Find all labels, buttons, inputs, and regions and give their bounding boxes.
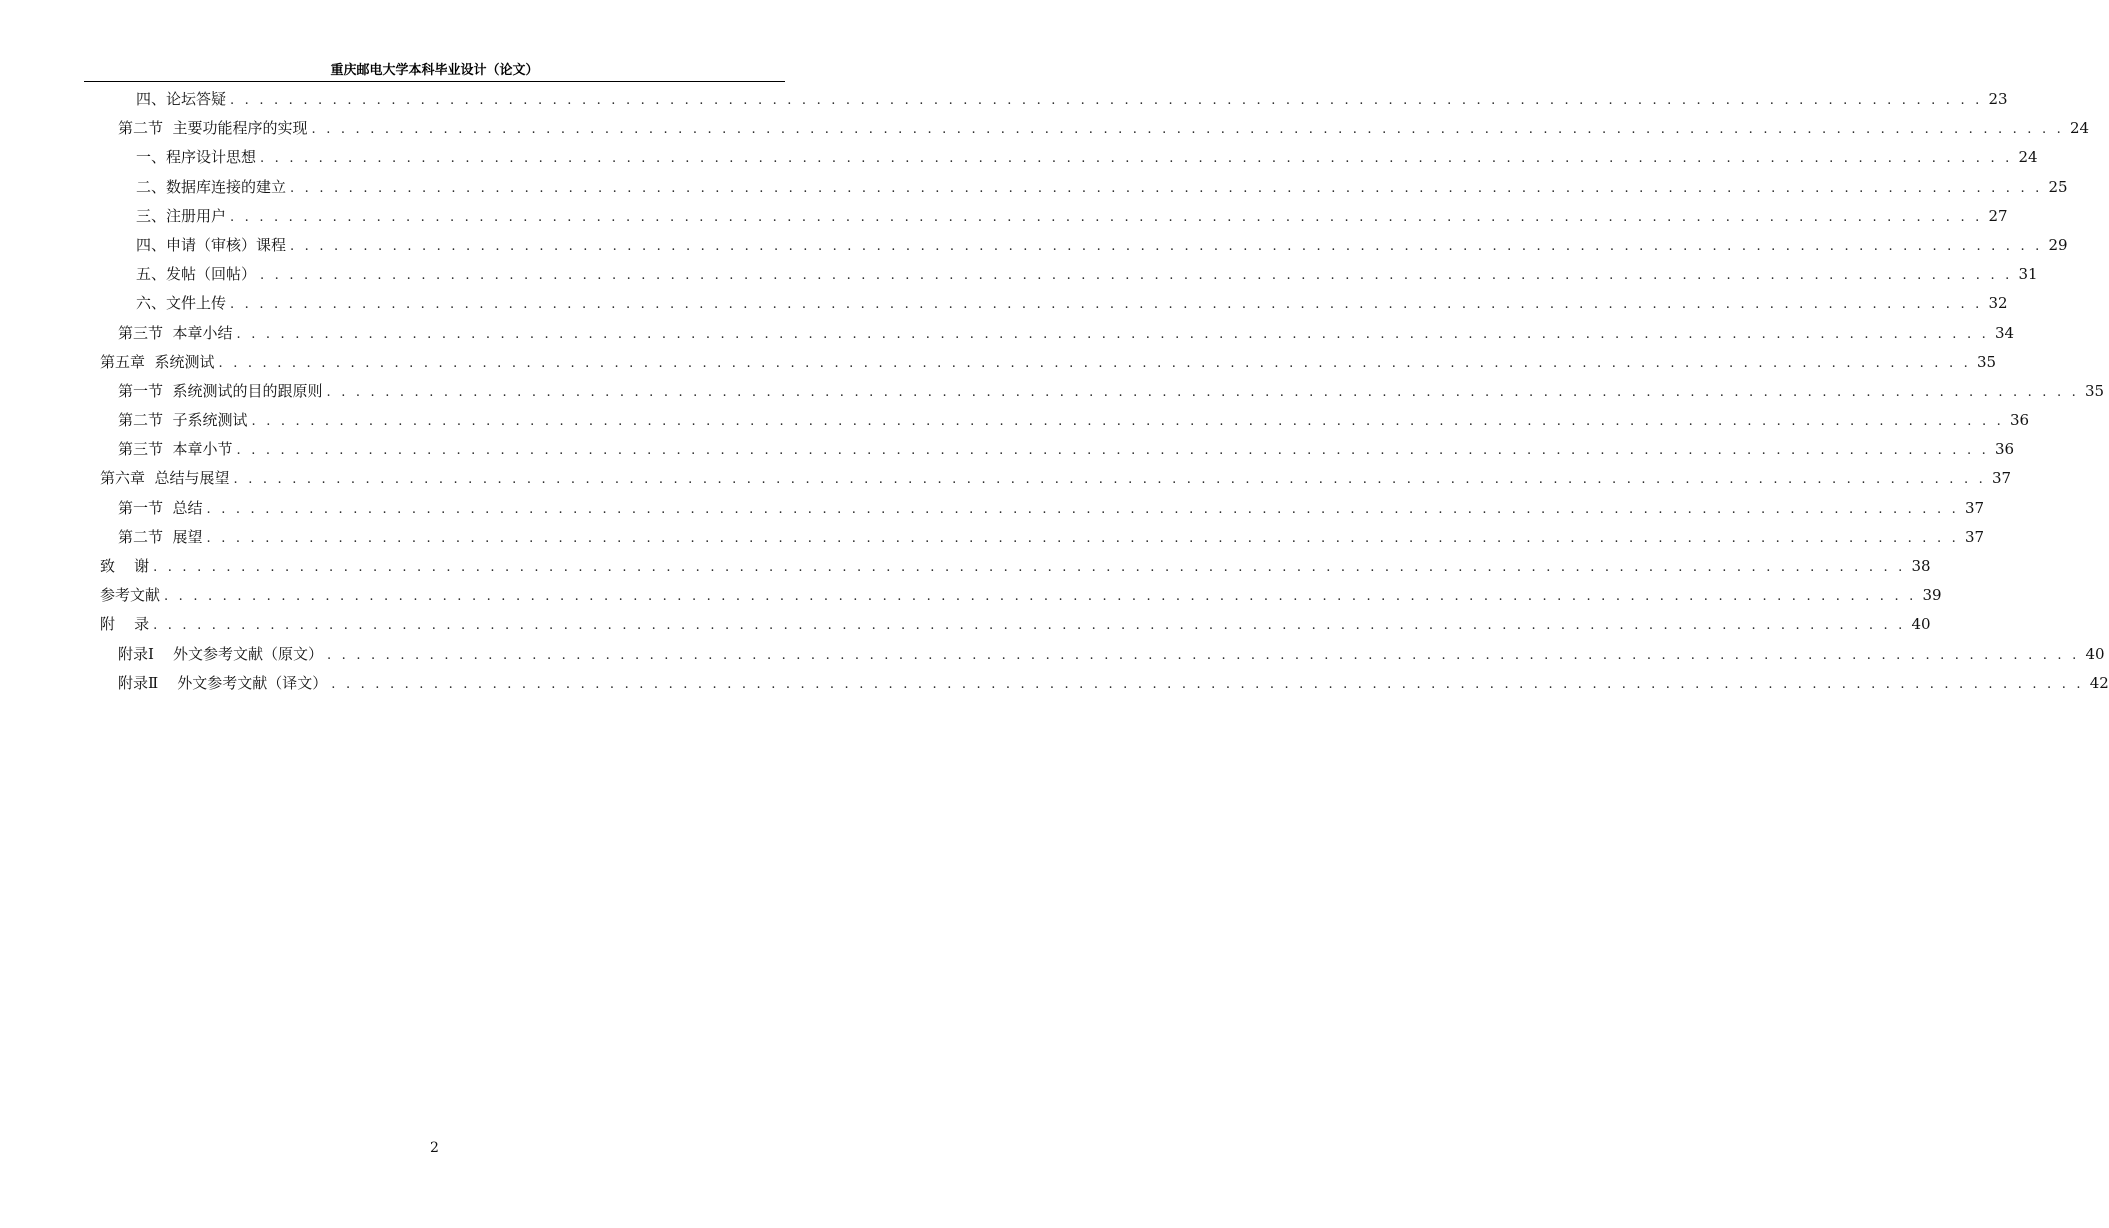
- toc-entry-label: 附录Ⅰ 外文参考文献（原文）: [118, 644, 323, 663]
- toc-dot-leader: . . . . . . . . . . . . . . . . . . . . . . . . . . . . . . . . . . . . . . . . . . . . . . . . . . . . . . . . . . . . . . . . . . . . . . . . . . . . . . . . . . . . . . . . . . . . . . . . . . . . . . . . . . . . . . . . . . . . . . . .: [218, 355, 1971, 371]
- page-number: 2: [430, 1140, 439, 1156]
- toc-entry-page: 37: [1991, 469, 2012, 488]
- toc-entry[interactable]: [100, 552, 1931, 581]
- toc-entry[interactable]: [100, 289, 2008, 318]
- toc-entry-page: 35: [1976, 352, 1997, 371]
- toc-entry-label: 第一节 系统测试的目的跟原则: [118, 381, 323, 400]
- toc-entry-label: 第五章 系统测试: [100, 352, 215, 371]
- toc-entry-label: 第六章 总结与展望: [100, 469, 230, 488]
- toc-entry[interactable]: [100, 260, 2038, 289]
- toc-entry-page: 34: [1994, 323, 2015, 342]
- toc-entry-page: 32: [1988, 294, 2008, 313]
- toc-entry-label: 第三节 本章小节: [118, 440, 233, 459]
- toc-entry[interactable]: [100, 494, 1985, 523]
- toc-entry-page: 42: [2089, 673, 2109, 692]
- toc-entry-label: 第二节 子系统测试: [118, 411, 248, 430]
- toc-entry-label: 参考文献: [100, 586, 161, 605]
- toc-dot-leader: . . . . . . . . . . . . . . . . . . . . . . . . . . . . . . . . . . . . . . . . . . . . . . . . . . . . . . . . . . . . . . . . . . . . . . . . . . . . . . . . . . . . . . . . . . . . . . . . . . . . . . . . . . . . . . . . . . . . . . . .: [230, 297, 1983, 313]
- table-of-contents: [100, 85, 2109, 698]
- toc-entry[interactable]: [100, 319, 2015, 348]
- toc-dot-leader: . . . . . . . . . . . . . . . . . . . . . . . . . . . . . . . . . . . . . . . . . . . . . . . . . . . . . . . . . . . . . . . . . . . . . . . . . . . . . . . . . . . . . . . . . . . . . . . . . . . . . . . . . . . . . . . . . . . . . . . .: [230, 209, 1983, 225]
- toc-entry-label: 一、程序设计思想: [136, 148, 257, 167]
- toc-entry[interactable]: [100, 669, 2109, 698]
- toc-entry-label: 四、申请（审核）课程: [136, 235, 287, 254]
- toc-dot-leader: . . . . . . . . . . . . . . . . . . . . . . . . . . . . . . . . . . . . . . . . . . . . . . . . . . . . . . . . . . . . . . . . . . . . . . . . . . . . . . . . . . . . . . . . . . . . . . . . . . . . . . . . . . . . . . . . . . . . . . . .: [206, 501, 1959, 517]
- toc-entry[interactable]: [100, 435, 2015, 464]
- toc-dot-leader: . . . . . . . . . . . . . . . . . . . . . . . . . . . . . . . . . . . . . . . . . . . . . . . . . . . . . . . . . . . . . . . . . . . . . . . . . . . . . . . . . . . . . . . . . . . . . . . . . . . . . . . . . . . . . . . . . . . . . . . .: [230, 93, 1983, 108]
- toc-entry-label: 附 录: [100, 615, 150, 634]
- toc-dot-leader: . . . . . . . . . . . . . . . . . . . . . . . . . . . . . . . . . . . . . . . . . . . . . . . . . . . . . . . . . . . . . . . . . . . . . . . . . . . . . . . . . . . . . . . . . . . . . . . . . . . . . . . . . . . . . . . . . . . . . . . .: [206, 530, 1959, 546]
- toc-entry[interactable]: [100, 464, 2012, 493]
- toc-dot-leader: . . . . . . . . . . . . . . . . . . . . . . . . . . . . . . . . . . . . . . . . . . . . . . . . . . . . . . . . . . . . . . . . . . . . . . . . . . . . . . . . . . . . . . . . . . . . . . . . . . . . . . . . . . . . . . . . . . . . . . . .: [233, 472, 1986, 488]
- toc-dot-leader: . . . . . . . . . . . . . . . . . . . . . . . . . . . . . . . . . . . . . . . . . . . . . . . . . . . . . . . . . . . . . . . . . . . . . . . . . . . . . . . . . . . . . . . . . . . . . . . . . . . . . . . . . . . . . . . . . . . . . . . .: [164, 589, 1917, 605]
- toc-dot-leader: . . . . . . . . . . . . . . . . . . . . . . . . . . . . . . . . . . . . . . . . . . . . . . . . . . . . . . . . . . . . . . . . . . . . . . . . . . . . . . . . . . . . . . . . . . . . . . . . . . . . . . . . . . . . . . . . . . . . . . . .: [311, 122, 2064, 138]
- toc-entry-label: 五、发帖（回帖）: [136, 265, 257, 284]
- toc-dot-leader: . . . . . . . . . . . . . . . . . . . . . . . . . . . . . . . . . . . . . . . . . . . . . . . . . . . . . . . . . . . . . . . . . . . . . . . . . . . . . . . . . . . . . . . . . . . . . . . . . . . . . . . . . . . . . . . . . . . . . . . .: [153, 618, 1906, 634]
- toc-entry[interactable]: [100, 143, 2038, 172]
- toc-dot-leader: . . . . . . . . . . . . . . . . . . . . . . . . . . . . . . . . . . . . . . . . . . . . . . . . . . . . . . . . . . . . . . . . . . . . . . . . . . . . . . . . . . . . . . . . . . . . . . . . . . . . . . . . . . . . . . . . . . . . . . . .: [260, 151, 2013, 167]
- toc-entry[interactable]: [100, 406, 2030, 435]
- toc-entry[interactable]: [100, 202, 2008, 231]
- toc-dot-leader: . . . . . . . . . . . . . . . . . . . . . . . . . . . . . . . . . . . . . . . . . . . . . . . . . . . . . . . . . . . . . . . . . . . . . . . . . . . . . . . . . . . . . . . . . . . . . . . . . . . . . . . . . . . . . . . . . . . . . . . .: [326, 384, 2079, 400]
- toc-entry-page: 27: [1988, 206, 2008, 225]
- toc-entry-page: 40: [1911, 615, 1931, 634]
- toc-entry-label: 致 谢: [100, 557, 150, 575]
- toc-entry-label: 第二节 主要功能程序的实现: [118, 119, 308, 138]
- toc-entry-label: 四、论坛答疑: [136, 90, 227, 108]
- toc-dot-leader: . . . . . . . . . . . . . . . . . . . . . . . . . . . . . . . . . . . . . . . . . . . . . . . . . . . . . . . . . . . . . . . . . . . . . . . . . . . . . . . . . . . . . . . . . . . . . . . . . . . . . . . . . . . . . . . . . . . . . . . .: [236, 326, 1989, 342]
- toc-dot-leader: . . . . . . . . . . . . . . . . . . . . . . . . . . . . . . . . . . . . . . . . . . . . . . . . . . . . . . . . . . . . . . . . . . . . . . . . . . . . . . . . . . . . . . . . . . . . . . . . . . . . . . . . . . . . . . . . . . . . . . . .: [236, 443, 1989, 459]
- toc-entry-page: 29: [2048, 235, 2068, 254]
- toc-entry-label: 第一节 总结: [118, 498, 203, 517]
- toc-dot-leader: . . . . . . . . . . . . . . . . . . . . . . . . . . . . . . . . . . . . . . . . . . . . . . . . . . . . . . . . . . . . . . . . . . . . . . . . . . . . . . . . . . . . . . . . . . . . . . . . . . . . . . . . . . . . . . . . . . . . . . . .: [327, 647, 2080, 663]
- toc-entry-page: 31: [2018, 265, 2038, 284]
- toc-entry-page: 25: [2048, 177, 2068, 196]
- toc-entry[interactable]: [100, 581, 1942, 610]
- toc-entry-page: 24: [2069, 119, 2090, 138]
- running-header: 重庆邮电大学本科毕业设计（论文）: [330, 63, 539, 78]
- toc-entry[interactable]: [100, 85, 2008, 114]
- toc-entry-page: 39: [1922, 586, 1942, 605]
- toc-entry[interactable]: [100, 231, 2068, 260]
- toc-entry-page: 37: [1964, 498, 1985, 517]
- toc-entry-page: 37: [1964, 527, 1985, 546]
- toc-entry-page: 23: [1988, 90, 2008, 108]
- toc-entry[interactable]: [100, 173, 2068, 202]
- toc-entry-label: 附录Ⅱ 外文参考文献（译文）: [118, 673, 328, 692]
- toc-entry-page: 36: [1994, 440, 2015, 459]
- header-rule: [84, 81, 785, 82]
- toc-entry[interactable]: [100, 610, 1931, 639]
- toc-entry-label: 三、注册用户: [136, 206, 227, 225]
- toc-dot-leader: . . . . . . . . . . . . . . . . . . . . . . . . . . . . . . . . . . . . . . . . . . . . . . . . . . . . . . . . . . . . . . . . . . . . . . . . . . . . . . . . . . . . . . . . . . . . . . . . . . . . . . . . . . . . . . . . . . . . . . . .: [153, 560, 1906, 575]
- toc-entry-label: 二、数据库连接的建立: [136, 177, 287, 196]
- toc-entry-label: 六、文件上传: [136, 294, 227, 313]
- toc-entry-page: 40: [2085, 644, 2105, 663]
- toc-entry-page: 36: [2009, 411, 2030, 430]
- toc-entry-label: 第三节 本章小结: [118, 323, 233, 342]
- toc-entry[interactable]: [100, 523, 1985, 552]
- toc-entry[interactable]: [100, 114, 2090, 143]
- toc-entry-page: 24: [2018, 148, 2038, 167]
- toc-entry[interactable]: [100, 640, 2105, 669]
- toc-entry-label: 第二节 展望: [118, 527, 203, 546]
- toc-entry[interactable]: [100, 377, 2105, 406]
- toc-dot-leader: . . . . . . . . . . . . . . . . . . . . . . . . . . . . . . . . . . . . . . . . . . . . . . . . . . . . . . . . . . . . . . . . . . . . . . . . . . . . . . . . . . . . . . . . . . . . . . . . . . . . . . . . . . . . . . . . . . . . . . . .: [251, 414, 2004, 430]
- toc-entry[interactable]: [100, 348, 1997, 377]
- toc-entry-page: 35: [2084, 381, 2105, 400]
- toc-dot-leader: . . . . . . . . . . . . . . . . . . . . . . . . . . . . . . . . . . . . . . . . . . . . . . . . . . . . . . . . . . . . . . . . . . . . . . . . . . . . . . . . . . . . . . . . . . . . . . . . . . . . . . . . . . . . . . . . . . . . . . . .: [260, 268, 2013, 284]
- toc-entry-page: 38: [1911, 557, 1931, 575]
- toc-dot-leader: . . . . . . . . . . . . . . . . . . . . . . . . . . . . . . . . . . . . . . . . . . . . . . . . . . . . . . . . . . . . . . . . . . . . . . . . . . . . . . . . . . . . . . . . . . . . . . . . . . . . . . . . . . . . . . . . . . . . . . . .: [331, 676, 2084, 692]
- toc-dot-leader: . . . . . . . . . . . . . . . . . . . . . . . . . . . . . . . . . . . . . . . . . . . . . . . . . . . . . . . . . . . . . . . . . . . . . . . . . . . . . . . . . . . . . . . . . . . . . . . . . . . . . . . . . . . . . . . . . . . . . . . .: [290, 180, 2043, 196]
- toc-dot-leader: . . . . . . . . . . . . . . . . . . . . . . . . . . . . . . . . . . . . . . . . . . . . . . . . . . . . . . . . . . . . . . . . . . . . . . . . . . . . . . . . . . . . . . . . . . . . . . . . . . . . . . . . . . . . . . . . . . . . . . . .: [290, 238, 2043, 254]
